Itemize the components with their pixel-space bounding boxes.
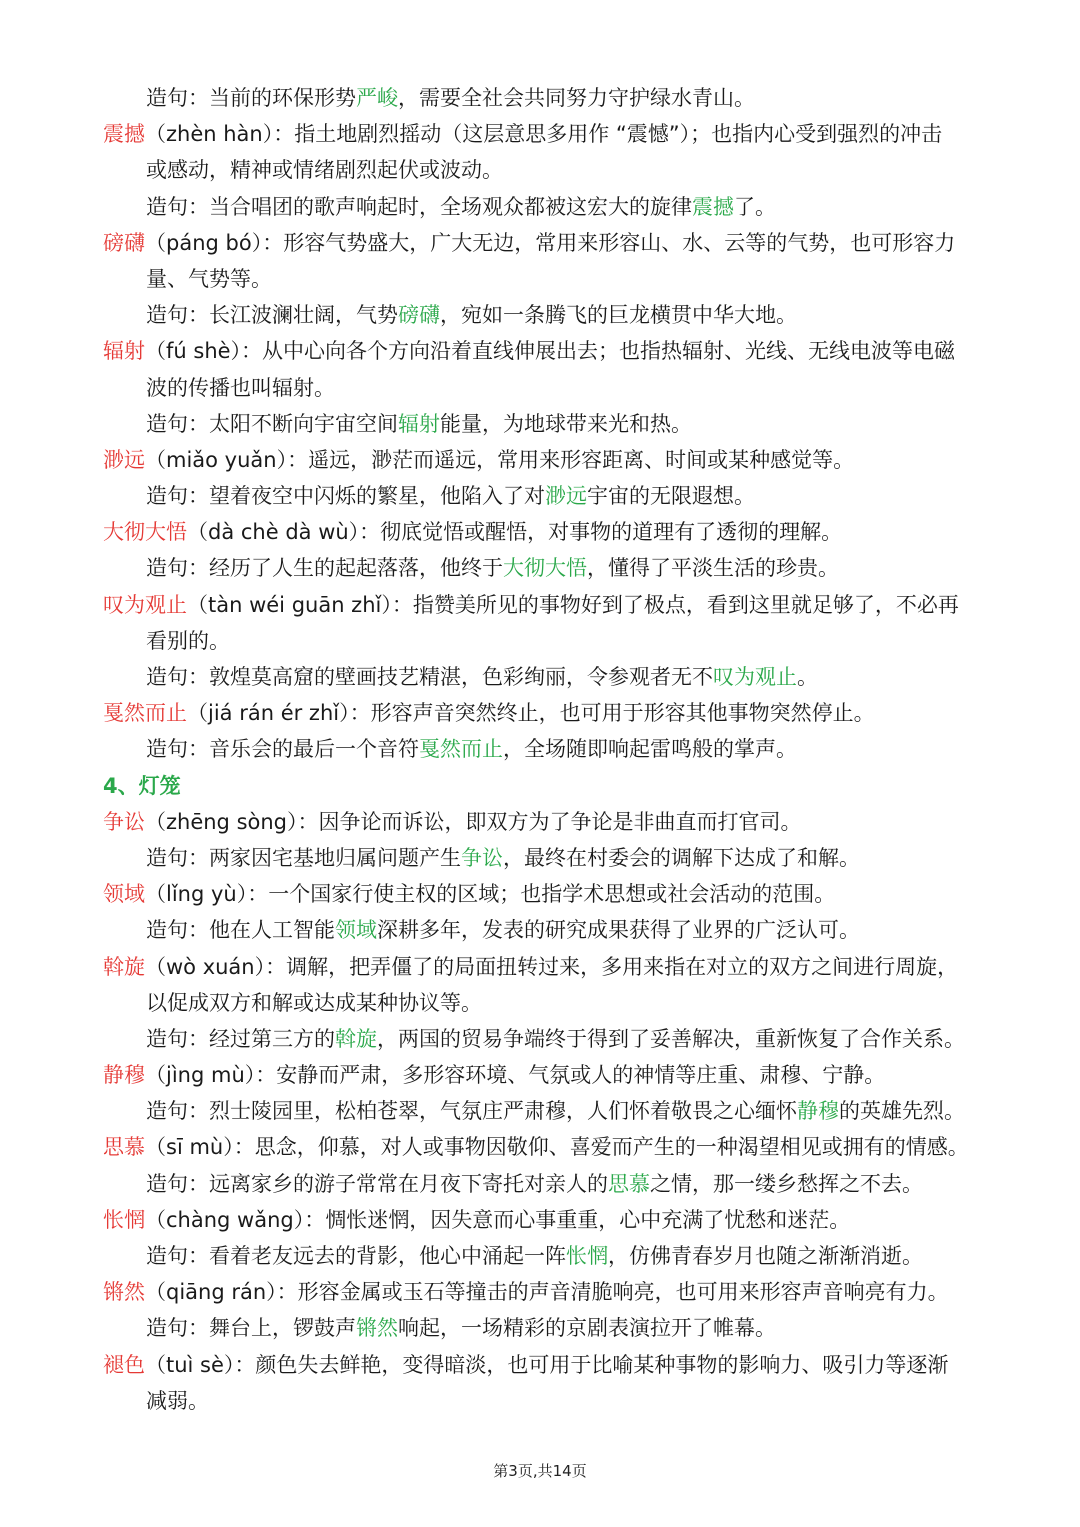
example-sentence: [0, 1238, 1080, 1274]
text-segment: 造句：他在人工智能: [146, 918, 335, 943]
vocab-term: 争讼: [103, 809, 145, 834]
definition-continuation: [0, 1383, 1080, 1419]
highlighted-term: 4、灯笼: [103, 773, 181, 798]
text-segment: （fú shè）：从中心向各个方向沿着直线伸展出去；也指热辐射、光线、无线电波等电磁: [145, 339, 956, 364]
definition-continuation: [0, 623, 1080, 659]
section-heading: [0, 768, 1080, 804]
highlighted-term: 磅礴: [398, 303, 440, 328]
text-segment: 宇宙的无限遐想。: [587, 484, 755, 509]
example-sentence: [0, 1310, 1080, 1346]
definition-continuation: [0, 985, 1080, 1021]
text-segment: ，需要全社会共同努力守护绿水青山。: [398, 86, 755, 110]
example-sentence: [0, 406, 1080, 442]
vocab-entry: [0, 876, 1080, 912]
example-sentence: [0, 1093, 1080, 1129]
text-segment: （tàn wéi guān zhǐ）：指赞美所见的事物好到了极点，看到这里就足够了，不必再: [187, 592, 959, 617]
vocab-term: 静穆: [103, 1063, 145, 1088]
highlighted-term: 静穆: [797, 1099, 839, 1124]
highlighted-term: 斡旋: [335, 1026, 377, 1051]
document-body: [0, 80, 1080, 1419]
vocab-term: 锵然: [103, 1280, 145, 1305]
text-segment: （qiāng rán）：形容金属或玉石等撞击的声音清脆响亮，也可用来形容声音响亮有力。: [145, 1280, 949, 1305]
page-number: 第3页,共14页: [493, 1462, 587, 1480]
vocab-entry: [0, 333, 1080, 369]
vocab-entry: [0, 1057, 1080, 1093]
example-sentence: [0, 550, 1080, 586]
text-segment: ，最终在村委会的调解下达成了和解。: [503, 845, 860, 870]
vocab-term: 领域: [103, 882, 145, 907]
text-segment: （miǎo yuǎn）：遥远，渺茫而遥远，常用来形容距离、时间或某种感觉等。: [145, 447, 855, 472]
vocab-term: 思慕: [103, 1135, 145, 1160]
example-sentence: [0, 659, 1080, 695]
highlighted-term: 怅惘: [566, 1244, 608, 1268]
vocab-term: 叹为观止: [103, 592, 187, 617]
text-segment: （zhèn hàn）：指土地剧烈摇动（这层意思多用作 “震憾”）；也指内心受到强烈的冲击: [145, 122, 943, 147]
definition-continuation: [0, 370, 1080, 406]
text-segment: 造句：音乐会的最后一个音符: [146, 737, 419, 762]
text-segment: （lǐng yù）：一个国家行使主权的区域；也指学术思想或社会活动的范围。: [145, 882, 836, 907]
vocab-entry: [0, 1129, 1080, 1165]
text-segment: 造句：远离家乡的游子常常在月夜下寄托对亲人的: [146, 1171, 608, 1196]
highlighted-term: 思慕: [608, 1171, 650, 1196]
example-sentence: [0, 80, 1080, 116]
vocab-entry: [0, 225, 1080, 261]
example-sentence: [0, 1021, 1080, 1057]
text-segment: 造句：望着夜空中闪烁的繁星，他陷入了对: [146, 484, 545, 509]
text-segment: 的英雄先烈。: [839, 1099, 965, 1124]
highlighted-term: 戛然而止: [419, 737, 503, 762]
vocab-term: 斡旋: [103, 954, 145, 979]
text-segment: 造句：长江波澜壮阔，气势: [146, 303, 398, 328]
highlighted-term: 争讼: [461, 845, 503, 870]
text-segment: 深耕多年，发表的研究成果获得了业界的广泛认可。: [377, 918, 860, 943]
text-segment: ，懂得了平淡生活的珍贵。: [587, 556, 839, 581]
text-segment: 能量，为地球带来光和热。: [440, 411, 692, 436]
text-segment: 之情，那一缕乡愁挥之不去。: [650, 1171, 923, 1196]
vocab-entry: [0, 587, 1080, 623]
highlighted-term: 锵然: [356, 1316, 398, 1341]
highlighted-term: 领域: [335, 918, 377, 943]
highlighted-term: 大彻大悟: [503, 556, 587, 581]
text-segment: ，全场随即响起雷鸣般的掌声。: [503, 737, 797, 762]
text-segment: （jiá rán ér zhǐ）：形容声音突然终止，也可用于形容其他事物突然停止。: [187, 701, 875, 726]
vocab-entry: [0, 514, 1080, 550]
text-segment: 造句：烈士陵园里，松柏苍翠，气氛庄严肃穆，人们怀着敬畏之心缅怀: [146, 1099, 797, 1124]
text-segment: 造句：经历了人生的起起落落，他终于: [146, 556, 503, 581]
vocab-term: 戛然而止: [103, 701, 187, 726]
vocab-term: 磅礴: [103, 230, 145, 255]
highlighted-term: 震撼: [692, 194, 734, 219]
vocab-entry: [0, 116, 1080, 152]
vocab-entry: [0, 1274, 1080, 1310]
vocab-term: 怅惘: [103, 1207, 145, 1232]
example-sentence: [0, 297, 1080, 333]
vocab-term: 渺远: [103, 447, 145, 472]
text-segment: （chàng wǎng）：惆怅迷惘，因失意而心事重重，心中充满了忧愁和迷茫。: [145, 1207, 851, 1232]
text-segment: （tuì sè）：颜色失去鲜艳，变得暗淡，也可用于比喻某种事物的影响力、吸引力等逐渐: [145, 1352, 949, 1377]
vocab-term: 辐射: [103, 339, 145, 364]
vocab-entry: [0, 442, 1080, 478]
text-segment: 造句：当合唱团的歌声响起时，全场观众都被这宏大的旋律: [146, 194, 692, 219]
text-segment: 造句：两家因宅基地归属问题产生: [146, 845, 461, 870]
text-segment: （jìng mù）：安静而严肃，多形容环境、气氛或人的神情等庄重、肃穆、宁静。: [145, 1063, 886, 1088]
example-sentence: [0, 1166, 1080, 1202]
text-segment: 看别的。: [146, 628, 230, 653]
text-segment: （wò xuán）：调解，把弄僵了的局面扭转过来，多用来指在对立的双方之间进行周旋，: [145, 954, 959, 979]
text-segment: ，宛如一条腾飞的巨龙横贯中华大地。: [440, 303, 797, 328]
vocab-term: 大彻大悟: [103, 520, 187, 545]
highlighted-term: 渺远: [545, 484, 587, 509]
text-segment: 了。: [734, 194, 776, 219]
text-segment: 造句：敦煌莫高窟的壁画技艺精湛，色彩绚丽，令参观者无不: [146, 665, 713, 689]
vocab-term: 褪色: [103, 1352, 145, 1377]
text-segment: 减弱。: [146, 1388, 209, 1413]
example-sentence: [0, 189, 1080, 225]
text-segment: 以促成双方和解或达成某种协议等。: [146, 990, 482, 1015]
example-sentence: [0, 912, 1080, 948]
example-sentence: [0, 731, 1080, 767]
text-segment: （páng bó）：形容气势盛大，广大无边，常用来形容山、水、云等的气势，也可形容力: [145, 230, 956, 255]
text-segment: ，仿佛青春岁月也随之渐渐消逝。: [608, 1244, 923, 1268]
text-segment: （dà chè dà wù）：彻底觉悟或醒悟，对事物的道理有了透彻的理解。: [187, 520, 843, 545]
vocab-term: 震撼: [103, 122, 145, 147]
definition-continuation: [0, 261, 1080, 297]
text-segment: 造句：太阳不断向宇宙空间: [146, 411, 398, 436]
text-segment: 造句：经过第三方的: [146, 1026, 335, 1051]
highlighted-term: 叹为观止: [713, 665, 797, 689]
example-sentence: [0, 478, 1080, 514]
text-segment: （sī mù）：思念，仰慕，对人或事物因敬仰、喜爱而产生的一种渴望相见或拥有的情感。: [145, 1135, 969, 1160]
highlighted-term: 辐射: [398, 411, 440, 436]
vocab-entry: [0, 695, 1080, 731]
text-segment: 。: [797, 665, 818, 689]
definition-continuation: [0, 152, 1080, 188]
text-segment: 造句：当前的环保形势: [146, 86, 356, 110]
vocab-entry: [0, 804, 1080, 840]
text-segment: 或感动，精神或情绪剧烈起伏或波动。: [146, 158, 503, 183]
text-segment: 波的传播也叫辐射。: [146, 375, 335, 400]
text-segment: （zhēng sòng）：因争论而诉讼，即双方为了争论是非曲直而打官司。: [145, 809, 802, 834]
highlighted-term: 严峻: [356, 86, 398, 110]
vocab-entry: [0, 1347, 1080, 1383]
text-segment: 响起，一场精彩的京剧表演拉开了帷幕。: [398, 1316, 776, 1341]
text-segment: 造句：看着老友远去的背影，他心中涌起一阵: [146, 1244, 566, 1268]
example-sentence: [0, 840, 1080, 876]
vocab-entry: [0, 1202, 1080, 1238]
text-segment: 造句：舞台上，锣鼓声: [146, 1316, 356, 1341]
text-segment: ，两国的贸易争端终于得到了妥善解决，重新恢复了合作关系。: [377, 1026, 965, 1051]
text-segment: 量、气势等。: [146, 266, 272, 291]
vocab-entry: [0, 949, 1080, 985]
